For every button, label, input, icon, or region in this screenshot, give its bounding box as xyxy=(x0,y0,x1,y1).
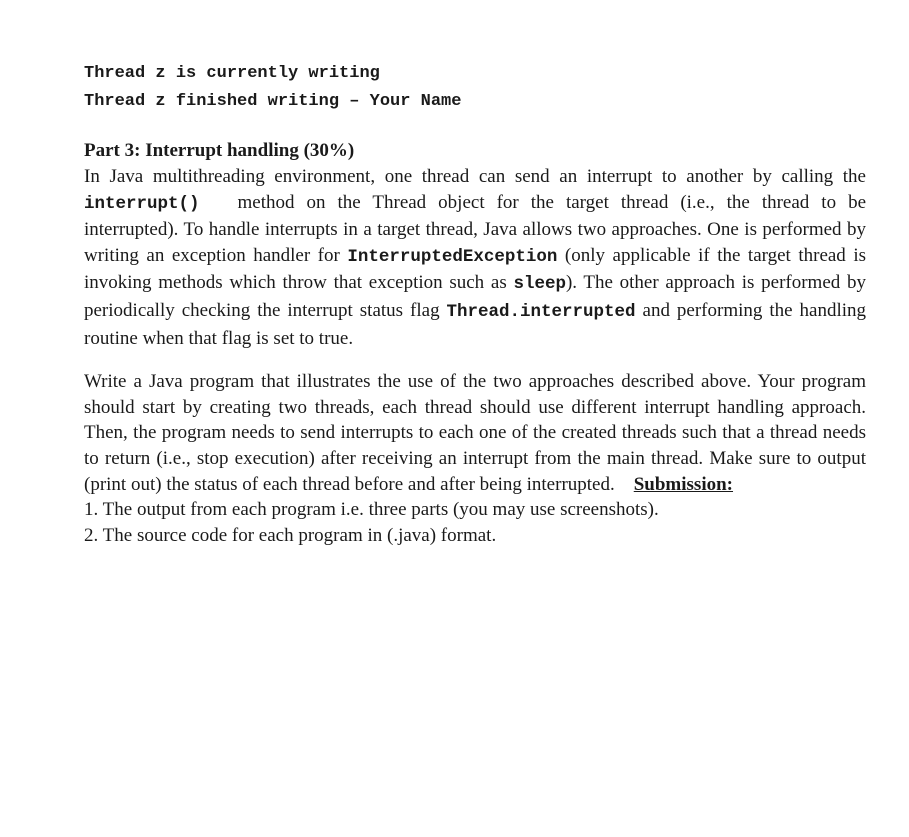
part3-heading: Part 3: Interrupt handling (30%) xyxy=(84,140,355,161)
output-line-2: Thread z finished writing – Your Name xyxy=(84,92,462,111)
code-sleep: sleep xyxy=(513,274,566,295)
submission-item-1: 1. The output from each program i.e. three parts (you may use screenshots). xyxy=(84,499,659,521)
code-thread-interrupted: Thread.interrupted xyxy=(446,301,636,322)
p1-text-3: (only applicable if the target thread is invoking methods which throw that exception such as xyxy=(84,244,866,294)
submission-label: Submission: xyxy=(633,473,734,495)
code-interrupted-exception: InterruptedException xyxy=(347,246,558,267)
document-page xyxy=(84,60,866,548)
code-interrupt: interrupt() xyxy=(84,193,200,214)
p1-text-2: method on the Thread object for the target thread (i.e., the thread to be interrupted). To handle interrupts in a target thread, Java allows two approaches. One is performed by writing an exception handler for xyxy=(84,191,866,266)
part3-paragraph-2 xyxy=(84,369,866,497)
p1-text-5: and performing the handling routine when that flag is set to true. xyxy=(84,299,867,349)
sample-output-block xyxy=(84,60,866,116)
output-line-1: Thread z is currently writing xyxy=(84,64,380,83)
part3-paragraph-1 xyxy=(84,164,866,351)
p1-text-4: ). The other approach is performed by periodically checking the interrupt status flag xyxy=(84,272,866,321)
p1-text-1: In Java multithreading environment, one thread can send an interrupt to another by calling the xyxy=(84,166,866,187)
p2-text: Write a Java program that illustrates the use of the two approaches described above. Your program should start by creating two threads, each thread should use different interrupt handling approach. Then, the program needs to send interrupts to each one of the created threads such that a thread needs to return (i.e., stop execution) after receiving an interrupt from the main thread. Make sure to output (print out) the status of each thread before and after being interrupted. xyxy=(84,371,866,495)
submission-item-2: 2. The source code for each program in (.java) format. xyxy=(84,524,497,546)
